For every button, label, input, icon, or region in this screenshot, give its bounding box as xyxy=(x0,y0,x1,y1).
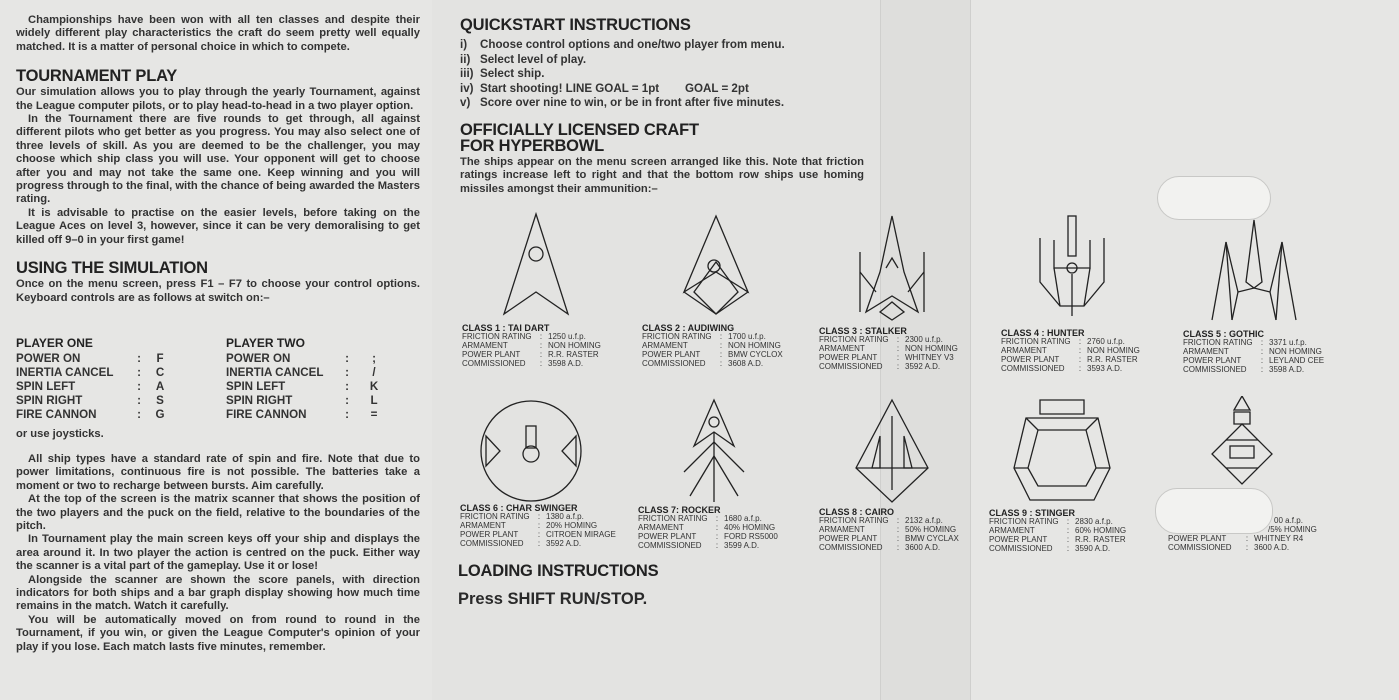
class-9-specs: CLASS 9 : STINGER FRICTION RATING : 2830 a.f.p. ARMAMENT : 60% HOMING POWER PLANT : R.R. RASTER COMMISSIONED : 3590 A.D. xyxy=(989,508,1127,553)
joysticks-note: or use joysticks. xyxy=(16,428,104,440)
player-one-title: PLAYER ONE xyxy=(16,336,93,350)
quickstart-list xyxy=(460,38,870,111)
control-row: POWER ON : ; xyxy=(226,352,376,366)
quickstart-section xyxy=(460,16,870,111)
class-5-specs: CLASS 5 : GOTHIC FRICTION RATING : 3371 u.f.p. ARMAMENT : NON HOMING POWER PLANT : LEYLAND CEE COMMISSIONED : 3598 A.D. xyxy=(1183,329,1325,374)
class-5-ship-drawing xyxy=(1206,212,1302,326)
class-8-specs: CLASS 8 : CAIRO FRICTION RATING : 2132 a.f.p. ARMAMENT : 50% HOMING POWER PLANT : BMW CYCLAX COMMISSIONED : 3600 A.D. xyxy=(819,507,959,552)
tournament-paragraph-1: Our simulation allows you to play through the yearly Tournament, against the League computer pilots, or to play head-to-head in a two player option. xyxy=(16,86,420,112)
simulation-paragraph: Once on the menu screen, press F1 – F7 to choose your control options. Keyboard controls are as follows at switch on:– xyxy=(16,278,420,304)
class-10-specs: 00 a.f.p. /5% HOMING POWER PLANT : WHITNEY R4 COMMISSIONED : 3600 A.D. xyxy=(1168,516,1317,552)
list-item: i) Choose control options and one/two player from menu. xyxy=(460,38,785,51)
lower-paragraph-2: At the top of the screen is the matrix scanner that shows the position of the two players and the puck on the field, relative to the boundaries of the pitch. xyxy=(16,493,420,533)
loading-instruction: Press SHIFT RUN/STOP. xyxy=(458,590,648,608)
class-2-specs: CLASS 2 : AUDIWING FRICTION RATING : 1700 u.f.p. ARMAMENT : NON HOMING POWER PLANT : BMW CYCLOX COMMISSIONED : 3608 A.D. xyxy=(642,323,783,368)
list-item: iii) Select ship. xyxy=(460,67,545,81)
player-one-controls xyxy=(16,336,170,421)
class-8-ship-drawing xyxy=(852,396,932,508)
tournament-paragraph-3: It is advisable to practise on the easier levels, before taking on the League Aces on level 3, however, since it can be very demoralising to get killed off 9–0 in your first game! xyxy=(16,206,420,246)
intro-paragraph: Championships have been won with all ten classes and despite their widely different play characteristics the craft do seem pretty well equally matched. It is a matter of personal choice in which to compete. xyxy=(16,14,420,53)
control-row: FIRE CANNON : = xyxy=(226,407,378,421)
control-row: INERTIA CANCEL : / xyxy=(226,366,376,380)
quickstart-heading: QUICKSTART INSTRUCTIONS xyxy=(460,16,691,34)
class-1-ship-drawing xyxy=(498,210,574,320)
class-1-specs: CLASS 1 : TAI DART FRICTION RATING : 1250 u.f.p. ARMAMENT : NON HOMING POWER PLANT : R.R. RASTER COMMISSIONED : 3598 A.D. xyxy=(462,323,601,368)
class-9-ship-drawing xyxy=(1010,396,1114,504)
control-row: POWER ON : F xyxy=(16,352,164,366)
control-row: INERTIA CANCEL : C xyxy=(16,366,165,380)
class-6-specs: CLASS 6 : CHAR SWINGER FRICTION RATING : 1380 a.f.p. ARMAMENT : 20% HOMING POWER PLANT : CITROEN MIRAGE COMMISSIONED : 3592 A.D. xyxy=(460,503,616,548)
class-2-ship-drawing xyxy=(678,212,754,322)
tournament-heading: TOURNAMENT PLAY xyxy=(16,67,178,86)
lower-paragraph-3: In Tournament play the main screen keys off your ship and displays the area around it. In two player the action is centred on the puck. Either way the scanner is a vital part of the gameplay. Use it or lose! xyxy=(16,533,420,573)
control-row: SPIN LEFT : K xyxy=(226,379,379,393)
simulation-heading: USING THE SIMULATION xyxy=(16,259,208,278)
class-4-ship-drawing xyxy=(1030,212,1114,326)
control-row: SPIN RIGHT : S xyxy=(16,393,164,407)
control-row: SPIN RIGHT : L xyxy=(226,393,378,407)
class-4-specs: CLASS 4 : HUNTER FRICTION RATING : 2760 u.f.p. ARMAMENT : NON HOMING POWER PLANT : R.R. RASTER COMMISSIONED : 3593 A.D. xyxy=(1001,328,1140,373)
control-row: FIRE CANNON : G xyxy=(16,407,165,421)
lower-text-block xyxy=(16,453,420,654)
list-item: iv) Start shooting! LINE GOAL = 1pt GOAL = 2pt xyxy=(460,81,749,95)
left-panel xyxy=(0,0,432,700)
tournament-paragraph-2: In the Tournament there are five rounds to get through, all against different pilots who get better as you progress. You may also select one of three levels of skill. As you are deemed to be the challenger, you may choose which ship class you will use. Your opponent will get to choose after you and may not take the same one. Keep winning and you will progress through to the final, with the chance of being awarded the Masters rating. xyxy=(16,113,420,206)
craft-heading: OFFICIALLY LICENSED CRAFT FOR HYPERBOWL xyxy=(460,121,699,155)
player-two-controls xyxy=(226,336,388,421)
class-7-ship-drawing xyxy=(676,396,752,508)
class-7-specs: CLASS 7: ROCKER FRICTION RATING : 1680 a.f.p. ARMAMENT : 40% HOMING POWER PLANT : FORD RS5000 COMMISSIONED : 3599 A.D. xyxy=(638,505,778,550)
player-two-title: PLAYER TWO xyxy=(226,336,305,350)
class-10-ship-drawing xyxy=(1206,396,1278,488)
craft-intro: The ships appear on the menu screen arranged like this. Note that friction ratings increase left to right and that the bottom row ships use homing missiles amongst their ammunition:– xyxy=(460,156,864,195)
class-3-ship-drawing xyxy=(850,212,934,324)
list-item: v) Score over nine to win, or be in front after five minutes. xyxy=(460,96,785,110)
class-3-specs: CLASS 3 : STALKER FRICTION RATING : 2300 u.f.p. ARMAMENT : NON HOMING POWER PLANT : WHITNEY V3 COMMISSIONED : 3592 A.D. xyxy=(819,326,958,371)
lower-paragraph-4: Alongside the scanner are shown the score panels, with direction indicators for both ships and a bar graph display showing how much time remains in the match. Watch it carefully. xyxy=(16,573,420,613)
list-item: ii) Select level of play. xyxy=(460,52,587,66)
loading-heading: LOADING INSTRUCTIONS xyxy=(458,562,659,580)
control-row: SPIN LEFT : A xyxy=(16,379,165,393)
lower-paragraph-5: You will be automatically moved on from round to round in the Tournament, if you win, or given the League Computer's opinion of your play if you lose. Each match lasts five minutes, remember. xyxy=(16,613,420,653)
lower-paragraph-1: All ship types have a standard rate of spin and fire. Note that due to power limitations, continuous fire is not possible. The batteries take a moment or two to recharge between bursts. Aim carefully. xyxy=(16,453,420,492)
class-6-ship-drawing xyxy=(476,396,586,506)
